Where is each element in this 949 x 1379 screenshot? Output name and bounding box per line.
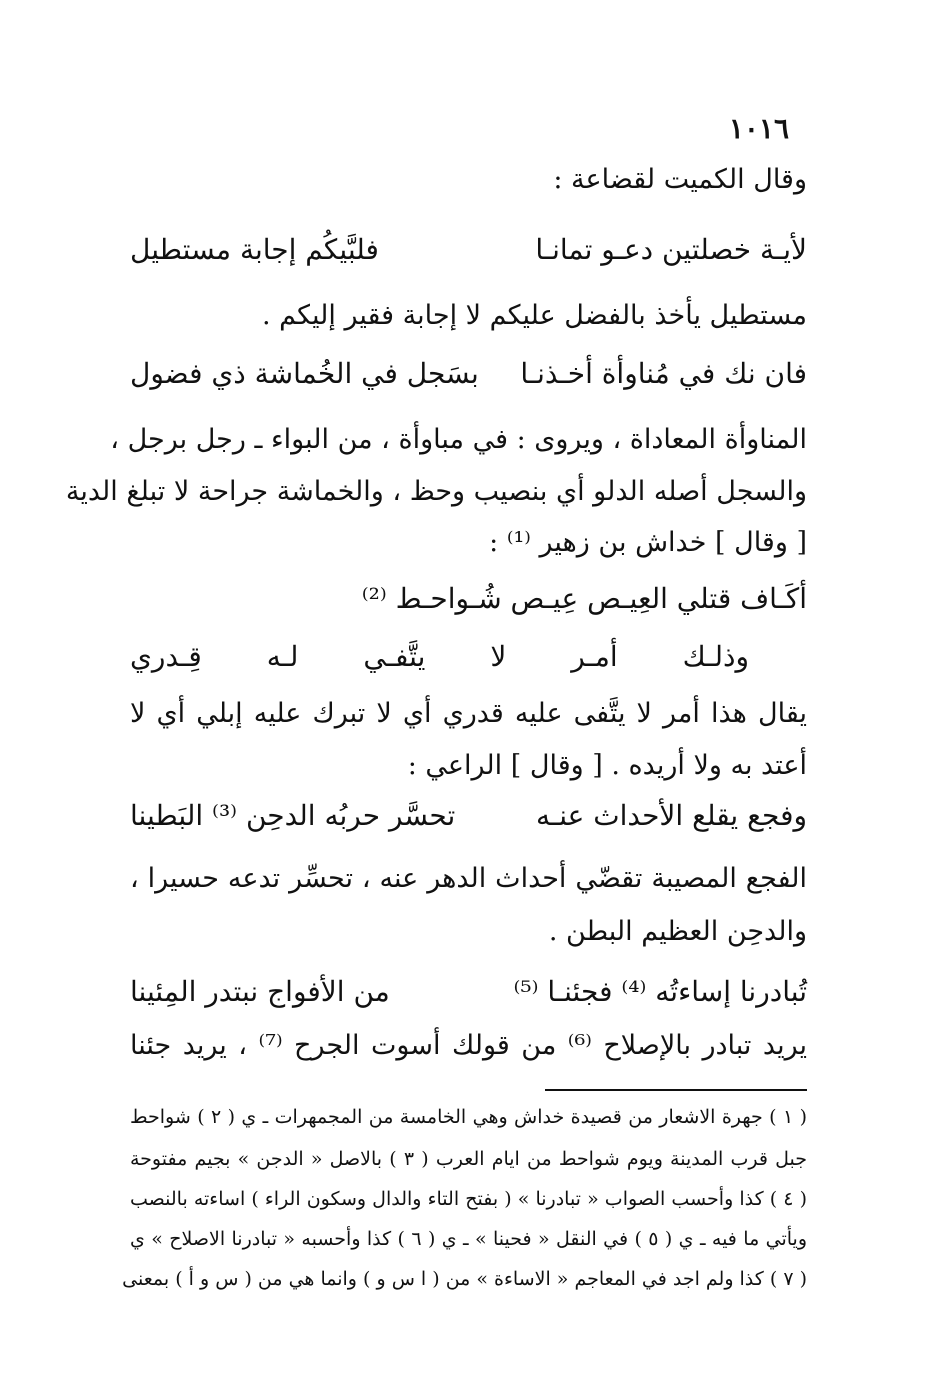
paragraph-2-line-1: يقال هذا أمر لا يتَّفى عليه قدري أي لا تبرك عليه إبلي أي لا	[130, 698, 807, 729]
paragraph-2-line-2: أعتد به ولا أريده . [ وقال ] الراعي :	[407, 750, 807, 781]
footnote-line-3: ( ٤ ) كذا وأحسب الصواب « تبادرنا » ( بفتح التاء والدال وسكون الراء ) اساءته بالنصب	[130, 1188, 807, 1210]
verse-5-second-hemistich: من الأفواج نبتدر المِئينا	[130, 975, 390, 1008]
verse-1-first-hemistich: لأيـة خصلتين دعـو تمانـا	[535, 233, 807, 266]
paragraph-1-line-3: [ وقال ] خداش بن زهير ⁽¹⁾ :	[489, 527, 807, 558]
verse-1-second-hemistich: فلبَّيكُم إجابة مستطيل	[130, 233, 379, 266]
paragraph-3-line-1: الفجع المصيبة تقضّي أحداث الدهر عنه ، تحسِّر تدعه حسيرا ،	[130, 863, 807, 894]
prose-line: مستطيل يأخذ بالفضل عليكم لا إجابة فقير إليكم .	[261, 300, 807, 331]
footnote-line-5: ( ٧ ) كذا ولم اجد في المعاجم « الاساءة » من ( ا س و ) وانما هي من ( س و أ ) بمعنى	[122, 1268, 807, 1290]
intro-line: وقال الكميت لقضاعة :	[553, 164, 807, 195]
verse-3-first-hemistich: أكَـاف قتلي العِيـص عِيـص شُـواحـط ⁽²⁾	[361, 582, 807, 615]
verse-2-first-hemistich: فان نك في مُناوأة أخـذنـا	[520, 357, 807, 390]
paragraph-1-line-1: المناوأة المعاداة ، ويروى : في مباوأة ، من البواء ـ رجل برجل ،	[110, 424, 807, 455]
footnote-line-2: جبل قرب المدينة ويوم شواحط من ايام العرب ( ٣ ) بالاصل « الدجن » بجيم مفتوحة	[130, 1148, 807, 1170]
footnote-line-1: ( ١ ) جهرة الاشعار من قصيدة خداش وهي الخامسة من المجمهرات ـ ي ( ٢ ) شواحط	[130, 1106, 807, 1128]
verse-4-first-hemistich: وفجع يقلع الأحداث عنـه	[536, 799, 807, 832]
verse-2	[130, 357, 807, 390]
footnote-line-4: ويأتي ما فيه ـ ي ( ٥ ) في النقل « فحينا » ـ ي ( ٦ ) كذا وأحسبه « تبادرنا الاصلاح » ي	[130, 1228, 808, 1250]
paragraph-3-line-2: والدحِن العظيم البطن .	[548, 916, 807, 947]
verse-1	[130, 233, 807, 266]
paragraph-1-line-2: والسجل أصله الدلو أي بنصيب وحظ ، والخماشة جراحة لا تبلغ الدية	[65, 476, 807, 507]
verse-4	[130, 799, 807, 832]
verse-5-first-hemistich: تُبادرنا إساءتُه ⁽⁴⁾ فجئنـا ⁽⁵⁾	[513, 975, 807, 1008]
paragraph-4-line: يريد تبادر بالإصلاح ⁽⁶⁾ من قولك أسوت الجرح ⁽⁷⁾ ، يريد جئنا	[130, 1030, 807, 1061]
verse-3-second-hemistich: وذلـك أمـر لا يتَّفـي لـه قِـدري	[130, 640, 749, 673]
verse-4-second-hemistich: تحسَّر حربُه الدحِن ⁽³⁾ البَطينا	[130, 799, 456, 832]
verse-5	[130, 975, 807, 1008]
verse-2-second-hemistich: بسَجل في الخُماشة ذي فضول	[130, 357, 479, 390]
page-number: ١٠١٦	[728, 112, 789, 145]
footnote-separator	[545, 1089, 807, 1091]
